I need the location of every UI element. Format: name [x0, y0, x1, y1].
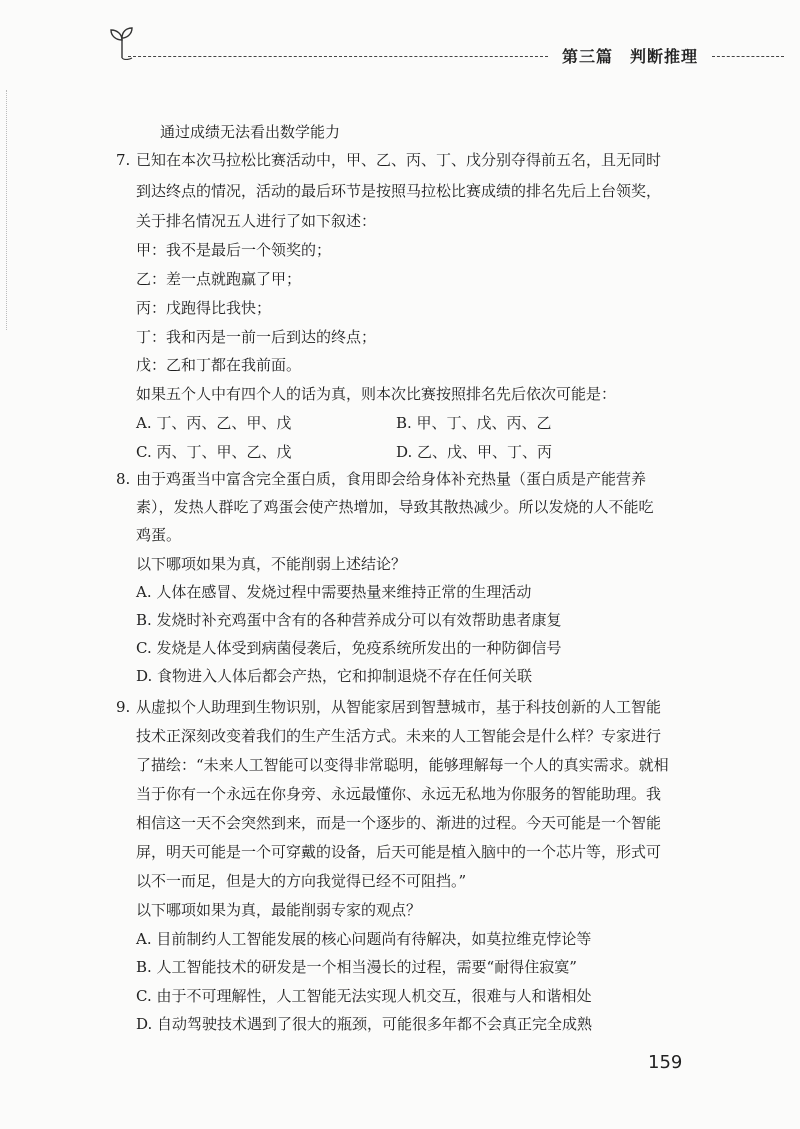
question-9-stem-line: 从虚拟个人助理到生物识别，从智能家居到智慧城市，基于科技创新的人工智能 [136, 698, 662, 716]
question-8-option-a: A. 人体在感冒、发烧过程中需要热量来维持正常的生理活动 [136, 583, 532, 601]
statement-wu: 戊：乙和丁都在我前面。 [136, 356, 302, 374]
question-9-stem-line: 相信这一天不会突然到来，而是一个逐步的、渐进的过程。今天可能是一个智能 [136, 814, 662, 832]
question-7-option-c: C. 丙、丁、甲、乙、戊 [136, 443, 292, 461]
question-8-stem-line: 由于鸡蛋当中富含完全蛋白质，食用即会给身体补充热量（蛋白质是产能营养 [136, 470, 647, 488]
question-7-option-b: B. 甲、丁、戊、丙、乙 [396, 414, 552, 432]
question-8-stem-line: 鸡蛋。 [136, 526, 182, 544]
section-title: 第三篇 判断推理 [562, 47, 699, 66]
question-7-stem-line: 已知在本次马拉松比赛活动中，甲、乙、丙、丁、戊分别夺得前五名，且无同时 [136, 151, 662, 169]
sprout-icon [108, 24, 136, 60]
question-7-option-d: D. 乙、戊、甲、丁、丙 [396, 443, 553, 461]
question-8-prompt: 以下哪项如果为真，不能削弱上述结论？ [136, 555, 407, 573]
page-header [0, 0, 800, 80]
page-number: 159 [648, 1052, 683, 1073]
question-9-option-c: C. 由于不可理解性，人工智能无法实现人机交互，很难与人和谐相处 [136, 987, 592, 1005]
question-9-stem-line: 当于你有一个永远在你身旁、永远最懂你、永远无私地为你服务的智能助理。我 [136, 785, 662, 803]
question-9-stem-line: 屏，明天可能是一个可穿戴的设备，后天可能是植入脑中的一个芯片等，形式可 [136, 843, 662, 861]
statement-bing: 丙：戊跑得比我快； [136, 299, 272, 317]
question-7-stem-line: 到达终点的情况，活动的最后环节是按照马拉松比赛成绩的排名先后上台领奖， [136, 182, 662, 200]
question-8-option-b: B. 发烧时补充鸡蛋中含有的各种营养成分可以有效帮助患者康复 [136, 611, 562, 629]
question-8-option-c: C. 发烧是人体受到病菌侵袭后，免疫系统所发出的一种防御信号 [136, 639, 562, 657]
question-8-number: 8. [116, 470, 131, 488]
question-9-option-d: D. 自动驾驶技术遇到了很大的瓶颈，可能很多年都不会真正完全成熟 [136, 1015, 593, 1033]
statement-jia: 甲：我不是最后一个领奖的； [136, 241, 332, 259]
question-7-stem-line: 关于排名情况五人进行了如下叙述： [136, 212, 377, 230]
header-rule-right [712, 56, 784, 57]
question-9-option-b: B. 人工智能技术的研发是一个相当漫长的过程，需要“耐得住寂寞” [136, 958, 577, 976]
question-9-option-a: A. 目前制约人工智能发展的核心问题尚有待解决，如莫拉维克悖论等 [136, 930, 592, 948]
header-rule-left [128, 56, 548, 57]
question-7-option-a: A. 丁、丙、乙、甲、戊 [136, 414, 292, 432]
question-9-number: 9. [116, 698, 131, 716]
question-9-stem-line: 以不一而足，但是大的方向我觉得已经不可阻挡。” [136, 872, 467, 890]
question-7-number: 7. [116, 151, 131, 169]
statement-ding: 丁：我和丙是一前一后到达的终点； [136, 328, 377, 346]
question-9-stem-line: 了描绘：“未来人工智能可以变得非常聪明，能够理解每一个人的真实需求。就相 [136, 756, 669, 774]
margin-dots [6, 90, 9, 330]
question-8-option-d: D. 食物进入人体后都会产热，它和抑制退烧不存在任何关联 [136, 667, 533, 685]
question-9-stem-line: 技术正深刻改变着我们的生产生活方式。未来的人工智能会是什么样？专家进行 [136, 727, 662, 745]
question-8-stem-line: 素），发热人群吃了鸡蛋会使产热增加，导致其散热减少。所以发烧的人不能吃 [136, 498, 654, 516]
question-9-prompt: 以下哪项如果为真，最能削弱专家的观点？ [136, 901, 422, 919]
statement-yi: 乙：差一点就跑赢了甲； [136, 270, 302, 288]
question-7-prompt: 如果五个人中有四个人的话为真，则本次比赛按照排名先后依次可能是： [136, 385, 617, 403]
continuation-line: 通过成绩无法看出数学能力 [160, 123, 341, 141]
